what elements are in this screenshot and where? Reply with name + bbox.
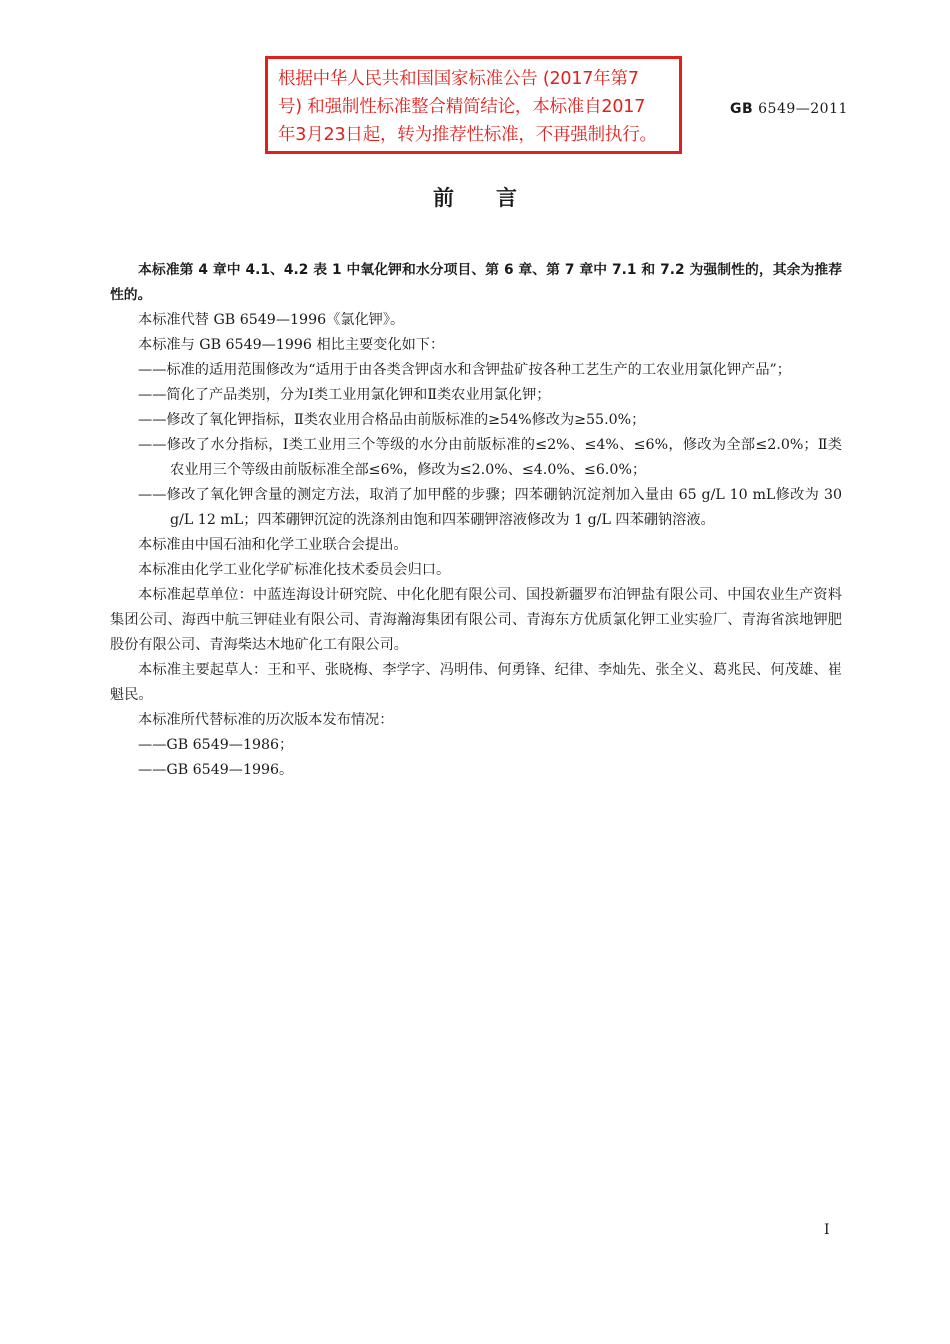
- drafters-paragraph: 本标准主要起草人：王和平、张晓梅、李学字、冯明伟、何勇锋、纪律、李灿先、张全义、葛兆民、何茂雄、崔魁民。: [110, 662, 842, 703]
- change-item-category: ——简化了产品类别，分为Ⅰ类工业用氯化钾和Ⅱ类农业用氯化钾；: [138, 387, 551, 403]
- foreword-body: [110, 258, 842, 783]
- standard-status-notice: [265, 56, 682, 154]
- change-item-method: ——修改了氧化钾含量的测定方法，取消了加甲醛的步骤；四苯硼钠沉淀剂加入量由 65 g/L 10 mL修改为 30 g/L 12 mL；四苯硼钾沉淀的洗涤剂由饱和四苯硼钾溶液修改为 1 g/L 四苯硼钠溶液。: [138, 487, 842, 528]
- committee-paragraph: 本标准由化学工业化学矿标准化技术委员会归口。: [138, 562, 451, 578]
- page-number: I: [824, 1222, 830, 1238]
- drafting-units-paragraph: 本标准起草单位：中蓝连海设计研究院、中化化肥有限公司、国投新疆罗布泊钾盐有限公司、中国农业生产资料集团公司、海西中航三钾硅业有限公司、青海瀚海集团有限公司、青海东方优质氯化钾工业实验厂、青海省滨地钾肥股份有限公司、青海柴达木地矿化工有限公司。: [110, 587, 842, 653]
- history-intro-paragraph: 本标准所代替标准的历次版本发布情况：: [138, 712, 394, 728]
- standard-code-prefix: GB: [730, 101, 754, 117]
- page-title: 前言: [433, 186, 559, 210]
- standard-code-number: 6549—2011: [758, 101, 848, 117]
- proposer-paragraph: 本标准由中国石油和化学工业联合会提出。: [138, 537, 408, 553]
- notice-line-1: 根据中华人民共和国国家标准公告 (2017年第7: [278, 69, 639, 89]
- history-item-1986: ——GB 6549—1986；: [138, 737, 294, 753]
- notice-line-3: 年3月23日起，转为推荐性标准，不再强制执行。: [278, 125, 657, 145]
- standard-code: [730, 101, 848, 117]
- change-item-moisture: ——修改了水分指标，Ⅰ类工业用三个等级的水分由前版标准的≤2%、≤4%、≤6%，修改为全部≤2.0%；Ⅱ类农业用三个等级由前版标准全部≤6%，修改为≤2.0%、≤4.0%、≤6.0%；: [138, 437, 842, 478]
- changes-intro-paragraph: 本标准与 GB 6549—1996 相比主要变化如下：: [138, 337, 445, 353]
- history-item-1996: ——GB 6549—1996。: [138, 762, 294, 778]
- change-item-k2o: ——修改了氧化钾指标，Ⅱ类农业用合格品由前版标准的≥54%修改为≥55.0%；: [138, 412, 646, 428]
- notice-line-2: 号) 和强制性标准整合精简结论，本标准自2017: [278, 97, 646, 117]
- mandatory-clause-paragraph: 本标准第 4 章中 4.1、4.2 表 1 中氧化钾和水分项目、第 6 章、第 7 章中 7.1 和 7.2 为强制性的，其余为推荐性的。: [110, 262, 842, 303]
- replaces-paragraph: 本标准代替 GB 6549—1996《氯化钾》。: [138, 312, 405, 328]
- change-item-scope: ——标准的适用范围修改为“适用于由各类含钾卤水和含钾盐矿按各种工艺生产的工农业用氯化钾产品”；: [138, 362, 791, 378]
